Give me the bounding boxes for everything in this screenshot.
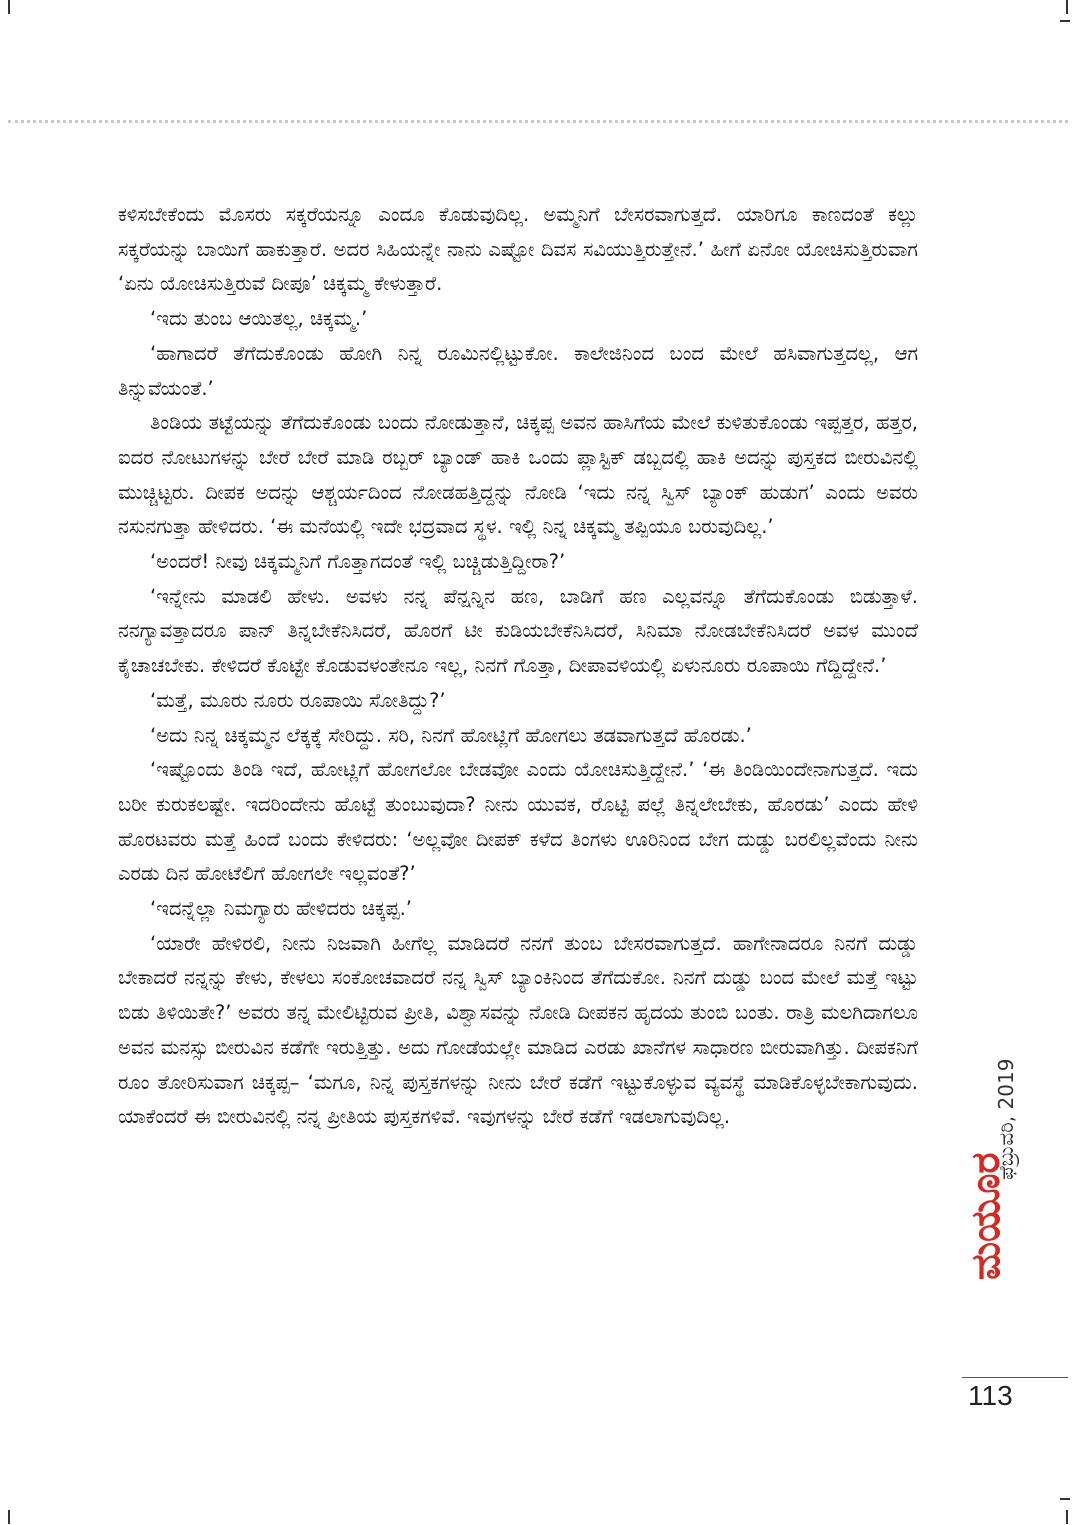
paragraph: ‘ಇಷ್ಟೊಂದು ತಿಂಡಿ ಇದೆ, ಹೋಟ್ಲಿಗೆ ಹೋಗಲೋ ಬೇಡವೋ ಎಂದು ಯೋಚಿಸುತ್ತಿದ್ದೇನೆ.’ ‘ಈ ತಿಂಡಿಯಿಂದೇನಾಗುತ್ತದೆ. ಇದು ಬರೀ ಕುರುಕಲಷ್ಟೇ. ಇದರಿಂದೇನು ಹೊಟ್ಟೆ ತುಂಬುವುದಾ? ನೀನು ಯುವಕ, ರೊಟ್ಟಿ ಪಲ್ಲೆ ತಿನ್ನಲೇಬೇಕು, ಹೊರಡು’ ಎಂದು ಹೇಳಿ ಹೊರಟವರು ಮತ್ತೆ ಹಿಂದೆ ಬಂದು ಕೇಳಿದರು: ‘ಅಲ್ಲವೋ ದೀಪಕ್ ಕಳೆದ ತಿಂಗಳು ಊರಿನಿಂದ ಬೇಗ ದುಡ್ಡು ಬರಲಿಲ್ಲವೆಂದು ನೀನು ಎರಡು ದಿನ ಹೋಟೆಲಿಗೆ ಹೋಗಲೇ ಇಲ್ಲವಂತೆ?’ <box>118 758 918 886</box>
crop-mark <box>8 0 10 14</box>
crop-mark <box>8 1510 10 1524</box>
crop-mark <box>1066 1510 1068 1524</box>
paragraph: ‘ಯಾರೇ ಹೇಳಿರಲಿ, ನೀನು ನಿಜವಾಗಿ ಹೀಗೆಲ್ಲ ಮಾಡಿದರೆ ನನಗೆ ತುಂಬ ಬೇಸರವಾಗುತ್ತದೆ. ಹಾಗೇನಾದರೂ ನಿನಗೆ ದುಡ್ಡು ಬೇಕಾದರೆ ನನ್ನನ್ನು ಕೇಳು, ಕೇಳಲು ಸಂಕೋಚವಾದರೆ ನನ್ನ ಸ್ವಿಸ್ ಬ್ಯಾಂಕಿನಿಂದ ತೆಗೆದುಕೋ. ನಿನಗೆ ದುಡ್ಡು ಬಂದ ಮೇಲೆ ಮತ್ತೆ ಇಟ್ಟು ಬಿಡು ತಿಳಿಯಿತೇ?’ ಅವರು ತನ್ನ ಮೇಲಿಟ್ಟಿರುವ ಪ್ರೀತಿ, ವಿಶ್ವಾಸವನ್ನು ನೋಡಿ ದೀಪಕನ ಹೃದಯ ತುಂಬಿ ಬಂತು. ರಾತ್ರಿ ಮಲಗಿದಾಗಲೂ ಅವನ ಮನಸ್ಸು ಬೀರುವಿನ ಕಡೆಗೇ ಇರುತ್ತಿತ್ತು. ಅದು ಗೋಡೆಯಲ್ಲೇ ಮಾಡಿದ ಎರಡು ಖಾನೆಗಳ ಸಾಧಾರಣ ಬೀರುವಾಗಿತ್ತು. ದೀಪಕನಿಗೆ ರೂಂ ತೋರಿಸುವಾಗ ಚಿಕ್ಕಪ್ಪ– ‘ಮಗೂ, ನಿನ್ನ ಪುಸ್ತಕಗಳನ್ನು ನೀನು ಬೇರೆ ಕಡೆಗೆ ಇಟ್ಟುಕೊಳ್ಳುವ ವ್ಯವಸ್ಥೆ ಮಾಡಿಕೊಳ್ಳಬೇಕಾಗುವುದು. ಯಾಕೆಂದರೆ ಈ ಬೀರುವಿನಲ್ಲಿ ನನ್ನ ಪ್ರೀತಿಯ ಪುಸ್ತಕಗಳಿವೆ. ಇವುಗಳನ್ನು ಬೇರೆ ಕಡೆಗೆ ಇಡಲಾಗುವುದಿಲ್ಲ. <box>118 931 918 1129</box>
paragraph: ‘ಹಾಗಾದರೆ ತೆಗೆದುಕೊಂಡು ಹೋಗಿ ನಿನ್ನ ರೂಮಿನಲ್ಲಿಟ್ಟುಕೋ. ಕಾಲೇಜಿನಿಂದ ಬಂದ ಮೇಲೆ ಹಸಿವಾಗುತ್ತದಲ್ಲ, ಆಗ ತಿನ್ನುವೆಯಂತೆ.’ <box>118 341 918 400</box>
paragraph: ತಿಂಡಿಯ ತಟ್ಟೆಯನ್ನು ತೆಗೆದುಕೊಂಡು ಬಂದು ನೋಡುತ್ತಾನೆ, ಚಿಕ್ಕಪ್ಪ ಅವನ ಹಾಸಿಗೆಯ ಮೇಲೆ ಕುಳಿತುಕೊಂಡು ಇಪ್ಪತ್ತರ, ಹತ್ತರ, ಐದರ ನೋಟುಗಳನ್ನು ಬೇರೆ ಬೇರೆ ಮಾಡಿ ರಬ್ಬರ್ ಬ್ಯಾಂಡ್ ಹಾಕಿ ಒಂದು ಪ್ಲಾಸ್ಟಿಕ್ ಡಬ್ಬದಲ್ಲಿ ಹಾಕಿ ಅದನ್ನು ಪುಸ್ತಕದ ಬೀರುವಿನಲ್ಲಿ ಮುಚ್ಚಿಟ್ಟರು. ದೀಪಕ ಅದನ್ನು ಆಶ್ಚರ್ಯದಿಂದ ನೋಡಹತ್ತಿದ್ದನ್ನು ನೋಡಿ ‘ಇದು ನನ್ನ ಸ್ವಿಸ್ ಬ್ಯಾಂಕ್ ಹುಡುಗ’ ಎಂದು ಅವರು ನಸುನಗುತ್ತಾ ಹೇಳಿದರು. ‘ಈ ಮನೆಯಲ್ಲಿ ಇದೇ ಭದ್ರವಾದ ಸ್ಥಳ. ಇಲ್ಲಿ ನಿನ್ನ ಚಿಕ್ಕಮ್ಮ ತಪ್ಪಿಯೂ ಬರುವುದಿಲ್ಲ.’ <box>118 411 918 539</box>
page-number: 113 <box>968 1380 1013 1411</box>
crop-mark <box>1060 1498 1070 1500</box>
article-body <box>118 198 918 1135</box>
paragraph: ‘ಇದು ತುಂಬ ಆಯಿತಲ್ಲ, ಚಿಕ್ಕಮ್ಮ.’ <box>150 307 368 331</box>
paragraph: ಕಳಿಸಬೇಕೆಂದು ಮೊಸರು ಸಕ್ಕರೆಯನ್ನೂ ಎಂದೂ ಕೊಡುವುದಿಲ್ಲ. ಅಮ್ಮನಿಗೆ ಬೇಸರವಾಗುತ್ತದೆ. ಯಾರಿಗೂ ಕಾಣದಂತೆ ಕಲ್ಲು ಸಕ್ಕರೆಯನ್ನು ಬಾಯಿಗೆ ಹಾಕುತ್ತಾರೆ. ಅದರ ಸಿಹಿಯನ್ನೇ ನಾನು ಎಷ್ಟೋ ದಿವಸ ಸವಿಯುತ್ತಿರುತ್ತೇನೆ.’ ಹೀಗೆ ಏನೋ ಯೋಚಿಸುತ್ತಿರುವಾಗ ‘ಏನು ಯೋಚಿಸುತ್ತಿರುವೆ ದೀಪೂ’ ಚಿಕ್ಕಮ್ಮ ಕೇಳುತ್ತಾರೆ. <box>118 203 918 296</box>
crop-mark <box>1066 0 1068 14</box>
issue-date: ಫೆಬ್ರುವರಿ, 2019 <box>994 1058 1018 1180</box>
paragraph: ‘ಅದು ನಿನ್ನ ಚಿಕ್ಕಮ್ಮನ ಲೆಕ್ಕಕ್ಕೆ ಸೇರಿದ್ದು. ಸರಿ, ನಿನಗೆ ಹೋಟ್ಲಿಗೆ ಹೋಗಲು ತಡವಾಗುತ್ತದೆ ಹೊರಡು.’ <box>150 723 752 747</box>
paragraph: ‘ಅಂದರೆ! ನೀವು ಚಿಕ್ಕಮ್ಮನಿಗೆ ಗೊತ್ತಾಗದಂತೆ ಇಲ್ಲಿ ಬಚ್ಚಿಡುತ್ತಿದ್ದೀರಾ?’ <box>150 550 566 574</box>
page-number-rule <box>962 1377 1068 1378</box>
magazine-name: ಮಯೂರ <box>963 1152 1009 1280</box>
paragraph: ‘ಇದನ್ನೆಲ್ಲಾ ನಿಮಗ್ಯಾರು ಹೇಳಿದರು ಚಿಕ್ಕಪ್ಪ.’ <box>150 897 412 921</box>
paragraph: ‘ಇನ್ನೇನು ಮಾಡಲಿ ಹೇಳು. ಅವಳು ನನ್ನ ಪೆನ್ಷನ್ನಿನ ಹಣ, ಬಾಡಿಗೆ ಹಣ ಎಲ್ಲವನ್ನೂ ತೆಗೆದುಕೊಂಡು ಬಿಡುತ್ತಾಳೆ. ನನಗ್ಯಾವತ್ತಾದರೂ ಪಾನ್ ತಿನ್ನಬೇಕೆನಿಸಿದರೆ, ಹೊರಗೆ ಟೀ ಕುಡಿಯಬೇಕೆನಿಸಿದರೆ, ಸಿನಿಮಾ ನೋಡಬೇಕೆನಿಸಿದರೆ ಅವಳ ಮುಂದೆ ಕೈಚಾಚಬೇಕು. ಕೇಳಿದರೆ ಕೊಟ್ಟೇ ಕೊಡುವಳಂತೇನೂ ಇಲ್ಲ, ನಿನಗೆ ಗೊತ್ತಾ, ದೀಪಾವಳಿಯಲ್ಲಿ ಏಳುನೂರು ರೂಪಾಯಿ ಗೆದ್ದಿದ್ದೇನೆ.’ <box>118 584 918 678</box>
header-dotted-rule <box>8 120 1068 123</box>
crop-mark <box>1060 20 1070 22</box>
paragraph: ‘ಮತ್ತೆ, ಮೂರು ನೂರು ರೂಪಾಯಿ ಸೋತಿದ್ದು?’ <box>150 688 446 712</box>
